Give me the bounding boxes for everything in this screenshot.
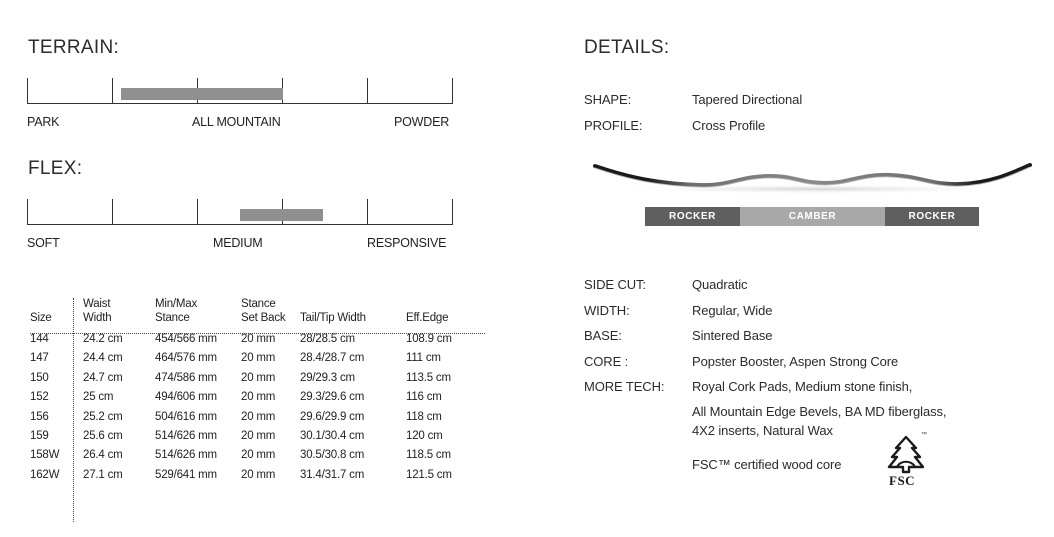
fsc-logo-text: FSC — [889, 473, 916, 488]
specs-cell-waist-width: 24.7 cm — [83, 371, 123, 384]
fsc-tree-icon — [884, 434, 928, 474]
terrain-scale — [27, 78, 453, 104]
details-heading: DETAILS: — [584, 37, 670, 58]
specs-cell-waist-width: 24.2 cm — [83, 333, 123, 345]
flex-scale-tick — [112, 199, 113, 225]
specs-cell-size: 147 — [30, 352, 49, 365]
specs-cell-tail-tip-width: 30.1/30.4 cm — [300, 430, 365, 443]
terrain-scale-tick — [27, 78, 28, 104]
flex-scale — [27, 199, 453, 225]
more-tech-line-1: Royal Cork Pads, Medium stone finish, — [692, 379, 913, 394]
flex-scale-tick — [367, 199, 368, 225]
specs-cell-setback: 20 mm — [241, 333, 276, 345]
specs-row — [30, 369, 476, 388]
sidecut-key: SIDE CUT: — [584, 277, 646, 292]
specs-header-row — [30, 297, 476, 330]
specs-row — [30, 408, 476, 427]
specs-cell-eff-edge: 118 cm — [406, 410, 442, 423]
specs-col-setback: Stance Set Back — [241, 298, 286, 324]
specs-cell-stance: 514/626 mm — [155, 449, 217, 462]
specs-cell-waist-width: 24.4 cm — [83, 352, 123, 365]
more-tech-line-3: 4X2 inserts, Natural Wax — [692, 423, 833, 438]
core-value: Popster Booster, Aspen Strong Core — [692, 354, 899, 369]
profile-segment-rocker-right: ROCKER — [885, 207, 979, 226]
shape-key: SHAPE: — [584, 92, 632, 107]
flex-scale-tick — [197, 199, 198, 225]
specs-col-waist-width: Waist Width — [83, 298, 112, 324]
specs-cell-tail-tip-width: 31.4/31.7 cm — [300, 468, 365, 481]
core-key: CORE : — [584, 354, 629, 369]
specs-cell-eff-edge: 113.5 cm — [406, 371, 451, 384]
specs-cell-setback: 20 mm — [241, 391, 276, 404]
specs-cell-setback: 20 mm — [241, 410, 276, 423]
specs-cell-stance: 474/586 mm — [155, 371, 217, 384]
specs-cell-eff-edge: 120 cm — [406, 430, 443, 443]
specs-cell-stance: 464/576 mm — [155, 352, 217, 365]
specs-cell-setback: 20 mm — [241, 449, 276, 462]
board-outline — [595, 165, 1030, 185]
profile-segment-rocker-left: ROCKER — [645, 207, 740, 226]
specs-cell-stance: 529/641 mm — [155, 468, 217, 481]
specs-cell-eff-edge: 111 cm — [406, 352, 441, 365]
flex-scale-tick — [452, 199, 453, 225]
specs-cell-setback: 20 mm — [241, 371, 276, 384]
flex-scale-tick — [27, 199, 28, 225]
specs-cell-size: 152 — [30, 391, 49, 404]
terrain-heading: TERRAIN: — [28, 37, 120, 58]
specs-table — [30, 297, 476, 485]
specs-cell-size: 159 — [30, 430, 49, 443]
terrain-label-all-mountain: ALL MOUNTAIN — [192, 115, 281, 129]
specs-cell-setback: 20 mm — [241, 430, 276, 443]
specs-cell-eff-edge: 108.9 cm — [406, 333, 452, 345]
specs-row — [30, 388, 476, 407]
specs-cell-waist-width: 26.4 cm — [83, 449, 123, 462]
terrain-scale-baseline — [27, 103, 453, 104]
specs-column-rule — [73, 298, 74, 522]
fsc-logo-tm: ™ — [921, 432, 927, 438]
profile-segment-camber: CAMBER — [740, 207, 885, 226]
specs-row — [30, 466, 476, 485]
shape-value: Tapered Directional — [692, 92, 803, 107]
specs-cell-eff-edge: 121.5 cm — [406, 468, 452, 481]
specs-cell-tail-tip-width: 30.5/30.8 cm — [300, 449, 365, 462]
more-tech-key: MORE TECH: — [584, 379, 665, 394]
profile-value: Cross Profile — [692, 118, 766, 133]
specs-header-rule — [30, 333, 485, 334]
flex-range-bar — [240, 209, 323, 221]
specs-cell-waist-width: 25.2 cm — [83, 410, 123, 423]
flex-label-medium: MEDIUM — [213, 236, 263, 250]
specs-cell-tail-tip-width: 29.6/29.9 cm — [300, 410, 365, 423]
specs-cell-stance: 454/566 mm — [155, 333, 217, 345]
specs-cell-setback: 20 mm — [241, 352, 276, 365]
specs-row — [30, 427, 476, 446]
specs-cell-setback: 20 mm — [241, 468, 276, 481]
terrain-label-park: PARK — [27, 115, 60, 129]
fsc-text: FSC™ certified wood core — [692, 457, 842, 472]
base-key: BASE: — [584, 328, 622, 343]
specs-cell-size: 158W — [30, 449, 60, 462]
flex-scale-baseline — [27, 224, 453, 225]
specs-col-eff-edge: Eff.Edge — [406, 312, 449, 324]
terrain-range-bar — [121, 88, 283, 100]
specs-cell-eff-edge: 118.5 cm — [406, 449, 451, 462]
width-value: Regular, Wide — [692, 303, 773, 318]
specs-cell-tail-tip-width: 29/29.3 cm — [300, 371, 355, 384]
specs-cell-tail-tip-width: 29.3/29.6 cm — [300, 391, 365, 404]
specs-col-stance: Min/Max Stance — [155, 298, 198, 324]
specs-cell-size: 162W — [30, 468, 60, 481]
specs-cell-tail-tip-width: 28/28.5 cm — [300, 333, 355, 345]
profile-segment-bar — [645, 207, 979, 226]
fsc-logo — [884, 434, 932, 490]
flex-label-soft: SOFT — [27, 236, 60, 250]
specs-col-tail-tip: Tail/Tip Width — [300, 312, 366, 324]
board-profile-illustration — [590, 156, 1036, 196]
specs-cell-stance: 514/626 mm — [155, 430, 217, 443]
specs-cell-tail-tip-width: 28.4/28.7 cm — [300, 352, 365, 365]
specs-cell-size: 156 — [30, 410, 49, 423]
specs-cell-stance: 494/606 mm — [155, 391, 217, 404]
specs-cell-size: 150 — [30, 371, 49, 384]
specs-cell-waist-width: 25 cm — [83, 391, 114, 404]
base-value: Sintered Base — [692, 328, 773, 343]
flex-label-responsive: RESPONSIVE — [367, 236, 447, 250]
specs-cell-waist-width: 27.1 cm — [83, 468, 123, 481]
specs-col-size: Size — [30, 312, 52, 324]
specs-cell-stance: 504/616 mm — [155, 410, 217, 423]
specs-row — [30, 446, 476, 465]
terrain-scale-tick — [112, 78, 113, 104]
specs-row — [30, 349, 476, 368]
profile-key: PROFILE: — [584, 118, 643, 133]
width-key: WIDTH: — [584, 303, 630, 318]
flex-heading: FLEX: — [28, 158, 83, 179]
specs-cell-eff-edge: 116 cm — [406, 391, 442, 404]
more-tech-line-2: All Mountain Edge Bevels, BA MD fiberglass, — [692, 404, 947, 419]
specs-cell-waist-width: 25.6 cm — [83, 430, 123, 443]
specs-cell-size: 144 — [30, 333, 49, 345]
terrain-label-powder: POWDER — [394, 115, 450, 129]
sidecut-value: Quadratic — [692, 277, 748, 292]
terrain-scale-tick — [367, 78, 368, 104]
terrain-scale-tick — [452, 78, 453, 104]
